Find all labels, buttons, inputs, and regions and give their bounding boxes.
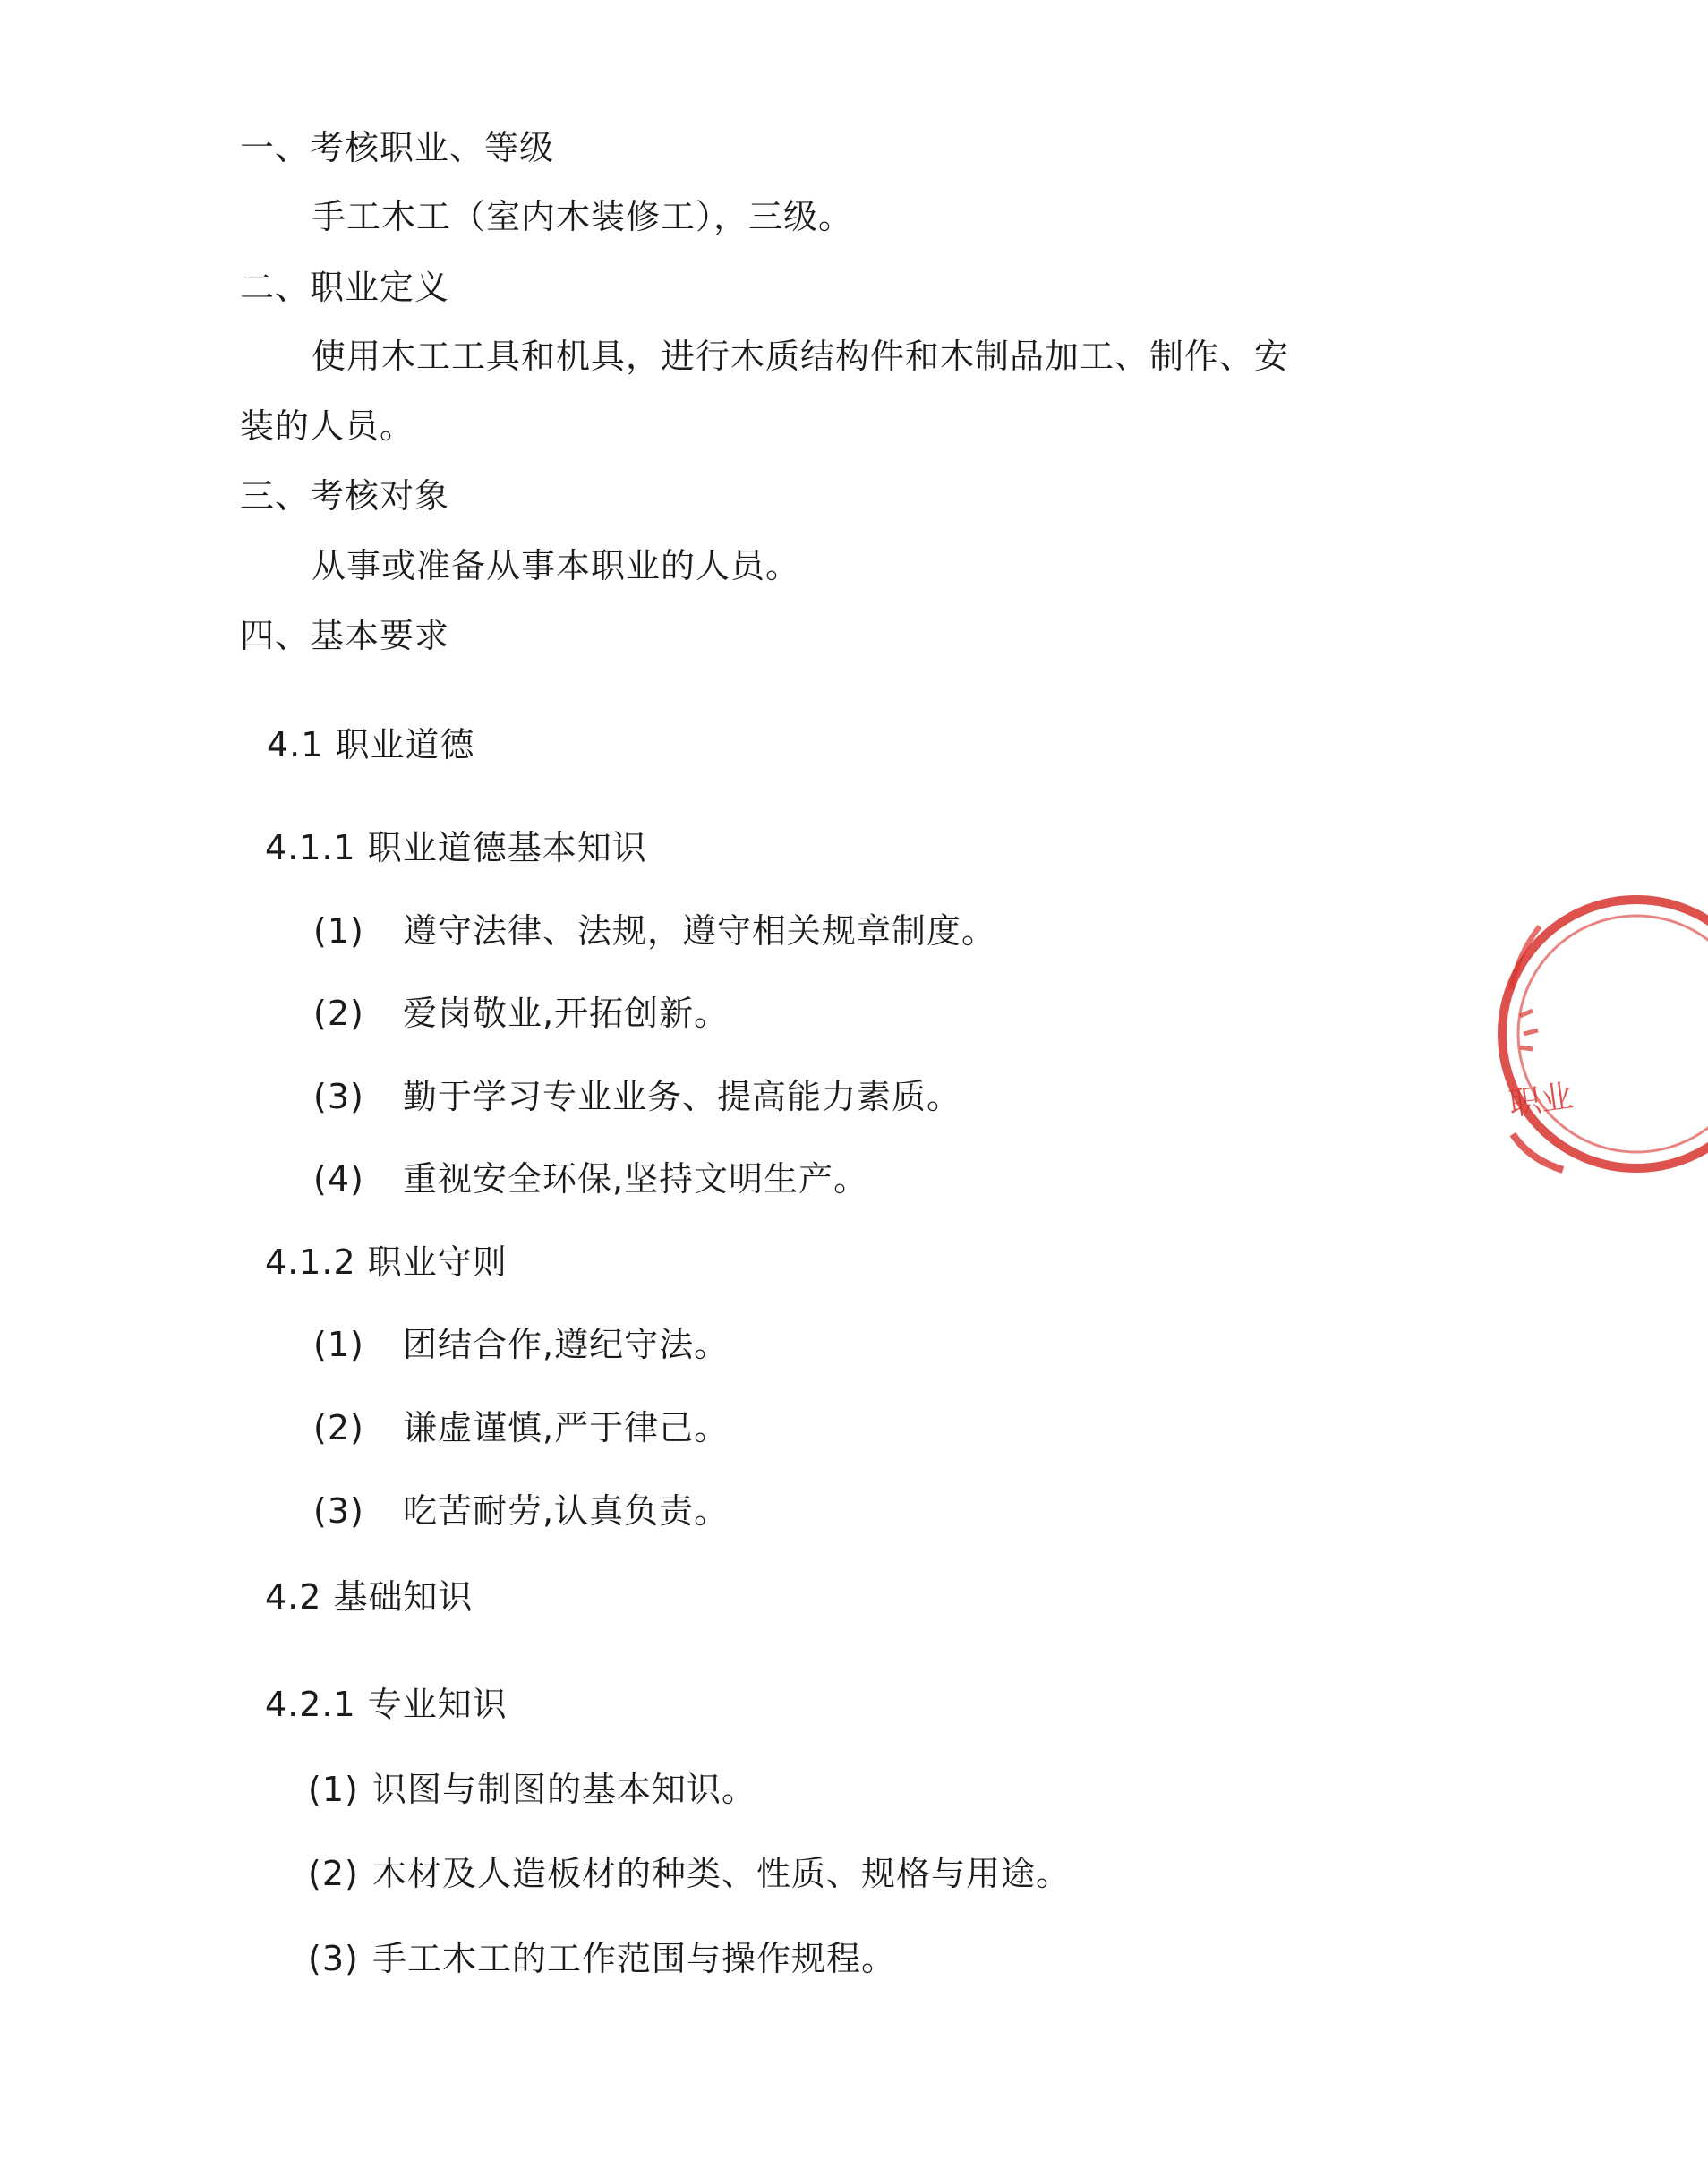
section-1-heading: 一、考核职业、等级 (240, 128, 555, 167)
subsection-4-1-2-title: 4.1.2 职业守则 (265, 1242, 508, 1282)
list-item-number: (2) (313, 994, 364, 1033)
list-item (313, 1077, 961, 1118)
list-item (308, 1854, 1071, 1895)
list-item (313, 994, 729, 1035)
list-item-text: 勤于学习专业业务、提高能力素质。 (403, 1077, 962, 1116)
section-2-body-line1: 使用木工工具和机具，进行木质结构件和木制品加工、制作、安 (312, 337, 1290, 376)
list-item-text: 手工木工的工作范围与操作规程。 (372, 1939, 897, 1978)
list-item (308, 1770, 756, 1811)
subsection-4-2-title: 4.2 基础知识 (265, 1577, 474, 1617)
list-item (313, 1408, 729, 1449)
section-3-body: 从事或准备从事本职业的人员。 (312, 546, 801, 585)
list-item-text: 谦虚谨慎,严于律己。 (403, 1408, 730, 1447)
section-1-body: 手工木工（室内木装修工），三级。 (312, 197, 854, 236)
list-item-number: (2) (308, 1854, 359, 1893)
list-item-number: (1) (308, 1770, 359, 1809)
list-item-number: (3) (313, 1491, 364, 1531)
list-item-text: 吃苦耐劳,认真负责。 (403, 1491, 730, 1531)
subsection-4-2-1-title: 4.2.1 专业知识 (265, 1685, 508, 1724)
list-item (313, 1325, 729, 1366)
section-2-body-line2: 装的人员。 (240, 406, 415, 446)
list-item-number: (1) (313, 911, 364, 951)
list-item (313, 911, 996, 952)
list-item-number: (4) (313, 1159, 364, 1199)
list-item (308, 1939, 896, 1980)
subsection-4-1-title: 4.1 职业道德 (267, 725, 475, 764)
section-4-heading: 四、基本要求 (240, 616, 450, 655)
list-item-text: 木材及人造板材的种类、性质、规格与用途。 (372, 1854, 1072, 1893)
list-item-text: 遵守法律、法规，遵守相关规章制度。 (403, 911, 997, 951)
list-item (313, 1159, 868, 1200)
subsection-4-1-1-title: 4.1.1 职业道德基本知识 (265, 828, 647, 867)
list-item (313, 1491, 729, 1532)
list-item-text: 重视安全环保,坚持文明生产。 (403, 1159, 869, 1199)
list-item-number: (2) (313, 1408, 364, 1447)
stamp-text: 职业 (1506, 1078, 1576, 1123)
list-item-number: (3) (313, 1077, 364, 1116)
official-stamp (1493, 891, 1708, 1177)
list-item-text: 爱岗敬业,开拓创新。 (403, 994, 730, 1033)
list-item-number: (1) (313, 1325, 364, 1364)
list-item-text: 团结合作,遵纪守法。 (403, 1325, 730, 1364)
list-item-text: 识图与制图的基本知识。 (372, 1770, 757, 1809)
list-item-number: (3) (308, 1939, 359, 1978)
section-2-heading: 二、职业定义 (240, 268, 450, 307)
section-3-heading: 三、考核对象 (240, 476, 450, 516)
